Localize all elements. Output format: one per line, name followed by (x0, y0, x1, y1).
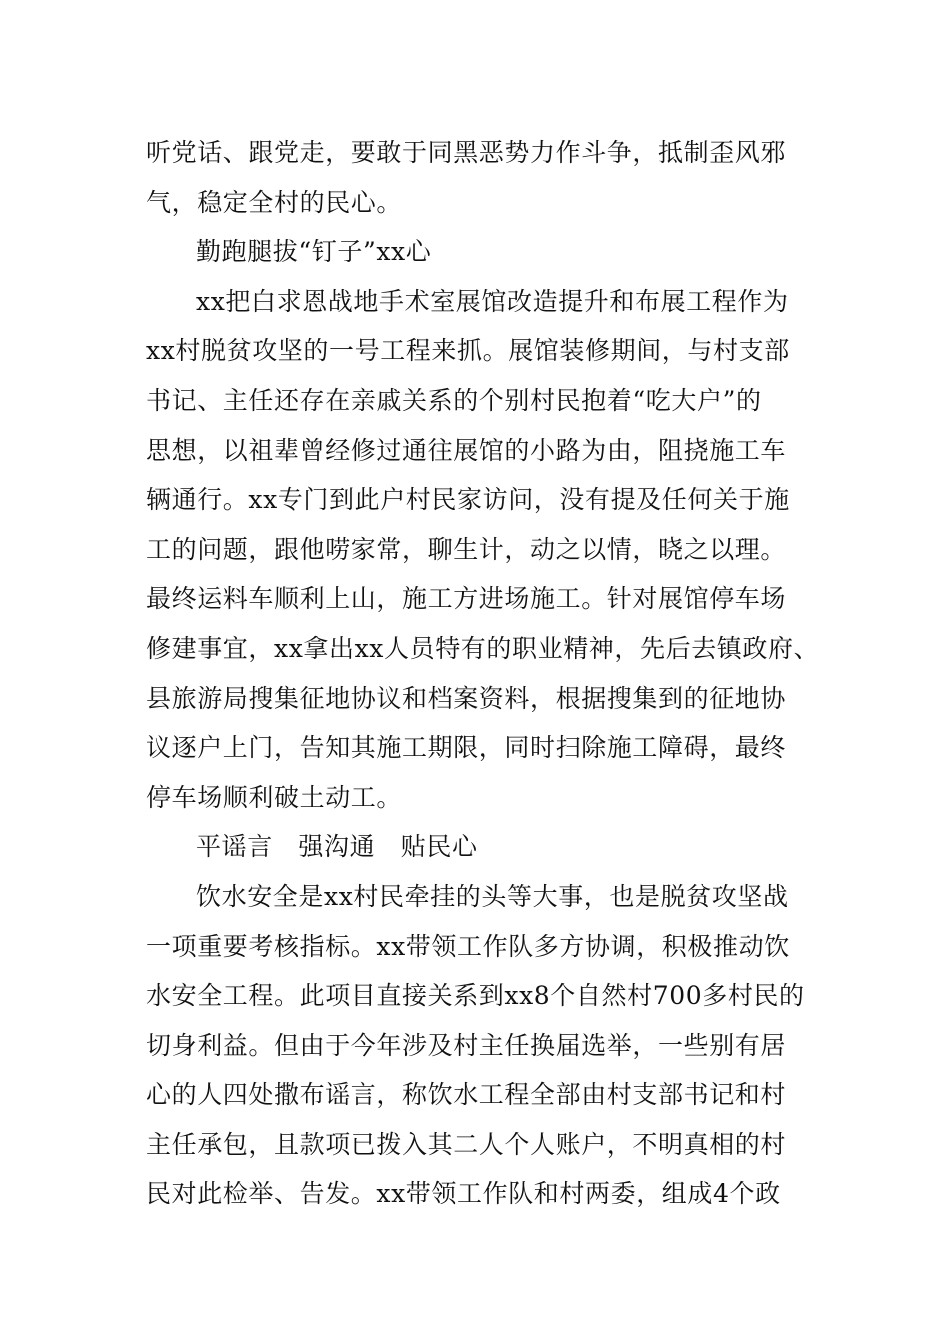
text-line: 辆通行。xx专门到此户村民家访问，没有提及任何关于施 (146, 485, 790, 515)
text-line: xx把白求恩战地手术室展馆改造提升和布展工程作为 (196, 286, 789, 316)
text-line: 工的问题，跟他唠家常，聊生计，动之以情，晓之以理。 (146, 534, 787, 564)
text-line: 书记、主任还存在亲戚关系的个别村民抱着“吃大户”的 (146, 385, 762, 415)
text-line: 修建事宜，xx拿出xx人员特有的职业精神，先后去镇政府、 (146, 633, 820, 663)
text-line: 议逐户上门，告知其施工期限，同时扫除施工障碍，最终 (146, 733, 787, 763)
text-line: 听党话、跟党走，要敢于同黑恶势力作斗争，抵制歪风邪 (146, 138, 787, 167)
text-line: 最终运料车顺利上山，施工方进场施工。针对展馆停车场 (146, 584, 787, 614)
text-line: 停车场顺利破土动工。 (146, 782, 403, 812)
text-line: xx村脱贫攻坚的一号工程来抓。展馆装修期间，与村支部 (146, 336, 790, 366)
text-line: 主任承包，且款项已拨入其二人个人账户，不明真相的村 (146, 1129, 787, 1159)
text-line: 心的人四处撒布谣言，称饮水工程全部由村支部书记和村 (146, 1080, 787, 1110)
text-line: 县旅游局搜集征地协议和档案资料，根据搜集到的征地协 (146, 683, 787, 713)
text-line: 饮水安全是xx村民牵挂的头等大事，也是脱贫攻坚战 (196, 881, 789, 911)
text-line: 切身利益。但由于今年涉及村主任换届选举，一些别有居 (146, 1030, 787, 1060)
text-line: 一项重要考核指标。xx带领工作队多方协调，积极推动饮 (146, 931, 790, 961)
text-line: 思想，以祖辈曾经修过通往展馆的小路为由，阻挠施工车 (146, 435, 787, 465)
text-line: 平谣言 强沟通 贴民心 (196, 832, 478, 862)
text-line: 水安全工程。此项目直接关系到xx8个自然村700多村民的 (146, 981, 805, 1011)
text-line: 勤跑腿拔“钉子”xx心 (196, 237, 432, 267)
text-line: 气，稳定全村的民心。 (146, 187, 403, 217)
body-text (146, 128, 820, 1219)
text-line: 民对此检举、告发。xx带领工作队和村两委，组成4个政 (146, 1179, 781, 1209)
